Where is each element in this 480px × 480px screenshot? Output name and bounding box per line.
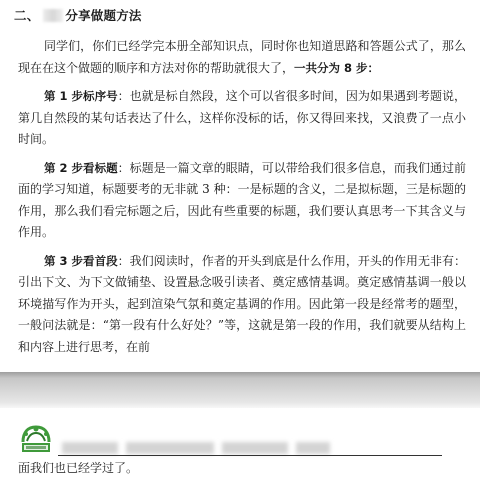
redacted-header-text <box>62 442 118 454</box>
redacted-text <box>43 9 63 22</box>
paragraph-step-2 <box>18 158 466 244</box>
section-title: 分享做题方法 <box>65 8 142 23</box>
paragraph-text: ：我们阅读时，作者的开头到底是什么作用，开头的作用无非有：引出下文、为下文做铺垫、设置悬念吸引读者、奠定感情基调。奠定感情基调一般以环境描写作为开头，起到渲染气氛和奠定基调的作用。因此第一段是经常考的题型，一般问法就是：“第一段有什么好处？”等，这就是第一段的作用，我们就要从结构上和内容上进行思考，在前 <box>18 253 466 354</box>
paragraph-text: ：标题是一篇文章的眼睛，可以带给我们很多信息，而我们通过前面的学习知道，标题要考的无非就 3 种：一是标题的含义，二是拟标题，三是标题的作用，那么我们看完标题之后，因此有些重要的标题，我们要认真思考一下其含义与作用。 <box>18 160 466 239</box>
continued-line: 面我们也已经学过了。 <box>18 461 139 475</box>
paragraph-emphasis: 一共分为 8 步 <box>294 60 368 75</box>
article-body <box>18 36 466 365</box>
paragraph-intro <box>18 36 466 79</box>
paragraph-step-1 <box>18 86 466 151</box>
step-label: 第 3 步看首段 <box>44 253 118 268</box>
redacted-header-text <box>296 442 330 454</box>
redacted-header-text <box>126 442 214 454</box>
redacted-header-text <box>222 442 288 454</box>
school-logo-icon <box>18 422 54 458</box>
page-gap <box>0 372 480 408</box>
next-page <box>0 408 480 480</box>
header-rule <box>58 455 442 456</box>
paragraph-text: 同学们，你们已经学完本册全部知识点，同时你也知道思路和答题公式了，那么现在在这个做题的顺序和方法对你的帮助就很大了， <box>18 39 466 75</box>
paragraph-end: ： <box>367 60 380 75</box>
section-heading <box>14 6 142 24</box>
step-label: 第 2 步看标题 <box>44 160 118 175</box>
step-label: 第 1 步标序号 <box>44 89 118 103</box>
paragraph-text: ：也就是标自然段，这个可以省很多时间，因为如果遇到考题说，第几自然段的某句话表达了什么，这样你没标的话，你又得回来找，又浪费了一点小时间。 <box>18 89 466 146</box>
paragraph-step-3 <box>18 251 466 359</box>
section-number: 二、 <box>14 8 40 23</box>
